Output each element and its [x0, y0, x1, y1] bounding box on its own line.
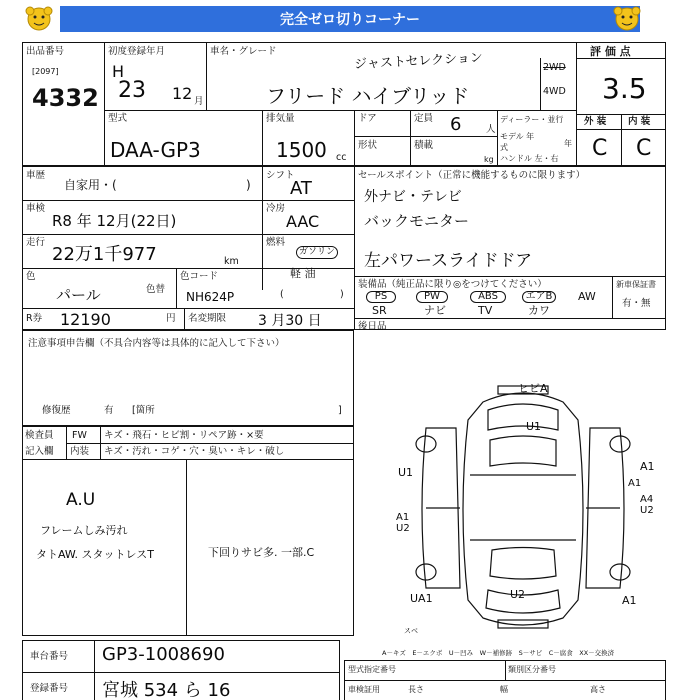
history-close: ) [246, 178, 251, 192]
drive-2wd: 2WD [543, 62, 566, 73]
color-swap-label: 色替 [146, 284, 166, 295]
color-label: 色 [26, 271, 36, 282]
equip-ps: PS [366, 291, 396, 303]
recycle-label: R券 [26, 313, 43, 324]
recycle: 12190 [60, 310, 111, 329]
mark-a1-u2-left: A1 U2 [396, 512, 410, 534]
reg-year: 23 [118, 78, 146, 103]
sales-point-1: 外ナビ・テレビ [364, 189, 462, 205]
note-2: フレームしみ汚れ [40, 524, 128, 537]
car-name: フリード ハイブリッド [266, 84, 470, 108]
fuel-diesel: 軽 油 [290, 267, 316, 280]
ac-label: 冷房 [266, 203, 286, 214]
cc-unit: cc [336, 152, 347, 163]
model: DAA-GP3 [110, 138, 201, 162]
drive-4wd: 4WD [543, 86, 566, 97]
sales-point-2: バックモニター [364, 212, 470, 230]
sales-label: セールスポイント（正常に機能するものに限ります） [358, 170, 586, 181]
displacement-label: 排気量 [266, 113, 295, 124]
mark-a1-right-top: A1 [640, 460, 655, 473]
repair-value: 有 [104, 405, 114, 416]
repair-spot: [箇所 [132, 405, 155, 416]
fuel-label: 燃料 [266, 237, 286, 248]
dealer-label: ディーラー・並行 [500, 115, 564, 124]
load-label: 積載 [414, 140, 434, 151]
equip-leather: カワ [528, 304, 550, 317]
equip-tv: TV [478, 304, 493, 317]
fuel-paren-close: ) [340, 289, 344, 300]
reg-month: 12 [172, 84, 193, 103]
color: パール [56, 286, 101, 304]
mark-a1-right: A1 [628, 478, 642, 489]
car-label: 車名・グレード [210, 46, 277, 57]
class-label: 類別区分番号 [508, 665, 556, 674]
shift-label: シフト [266, 170, 295, 181]
equip-sr: SR [372, 304, 387, 317]
mileage: 22万1千977 [52, 244, 157, 265]
capacity: 6 [450, 114, 462, 135]
inspector-label: 検査員 [25, 430, 54, 441]
color-code: NH624P [186, 290, 235, 304]
row1-items: キズ・飛石・ヒビ割・リペア跡・×要 [104, 430, 264, 441]
mark-u1-left: U1 [398, 466, 414, 479]
damage-legend: A－キズ E－エクボ U－凹み W－補修跡 S－サビ C－腐食 XX－交換済 [382, 649, 615, 657]
shape-label: 形状 [358, 140, 378, 151]
grade: ジャストセレクション [353, 50, 484, 73]
inspection: R8 年 12月(22日) [52, 212, 177, 230]
month-unit: 月 [194, 96, 204, 107]
displacement: 1500 [276, 138, 327, 162]
km-unit: km [224, 256, 239, 267]
mark-a4-u2: A4 U2 [640, 494, 654, 516]
cert-label: 車検証用 [348, 685, 380, 694]
equip-navi: ナビ [424, 304, 446, 317]
note-1: A.U [66, 490, 96, 510]
entry-label: 記入欄 [25, 446, 54, 457]
length-label: 長さ [408, 685, 424, 694]
exterior-label: 外 装 [584, 116, 607, 127]
kg-unit: kg [484, 155, 494, 164]
mark-u2-rear: U2 [510, 588, 526, 601]
ac: AAC [286, 212, 320, 231]
reg-label: 登録番号 [30, 683, 69, 694]
mileage-label: 走行 [26, 237, 46, 248]
history: 自家用・( [64, 178, 117, 192]
handle-label: ハンドル 左・右 [500, 154, 559, 163]
model-label: 型式 [108, 113, 128, 124]
width-label: 幅 [500, 685, 508, 694]
lot-label: 出品番号 [26, 46, 65, 57]
mascot-left-icon [24, 4, 54, 34]
header-title: 完全ゼロ切りコーナー [280, 12, 420, 28]
era: H [112, 62, 125, 81]
mascot-right-icon [612, 4, 642, 34]
warranty-value: 有・無 [622, 298, 651, 309]
caution-label: 注意事項申告欄（不具合内容等は具体的に記入して下さい） [28, 338, 285, 349]
row2-items: キズ・汚れ・コゲ・穴・臭い・キレ・破し [104, 446, 285, 457]
form-label: 型式指定番号 [348, 665, 396, 674]
equip-airbag: エアB [522, 291, 556, 303]
model-year-label: モデル 年式 [500, 132, 535, 152]
door-label: ドア [358, 113, 377, 124]
mark-a1-right-bottom: A1 [622, 594, 637, 607]
equip-aw: AW [578, 290, 596, 303]
capacity-label: 定員 [414, 113, 434, 124]
history-label: 車歴 [26, 170, 46, 181]
equip-abs: ABS [470, 291, 506, 303]
mark-u1-hood: U1 [526, 420, 542, 433]
inspection-label: 車検 [26, 203, 46, 214]
chassis-label: 車台番号 [30, 651, 69, 662]
rear-seat-label: 後日品 [358, 321, 387, 332]
color-code-label: 色コード [180, 271, 219, 282]
row1-tag: FW [72, 430, 87, 441]
note-4: 下回りサビ多. 一部.C [208, 546, 315, 559]
mark-ua1: UA1 [410, 592, 433, 605]
score: 3.5 [602, 72, 647, 105]
sales-point-3: 左パワースライドドア [364, 251, 533, 271]
equip-pw: PW [416, 291, 448, 303]
height-label: 高さ [590, 685, 606, 694]
warranty-label: 新車保証書 [616, 280, 656, 289]
fuel-paren: ( [280, 289, 284, 300]
first-reg-label: 初度登録年月 [108, 46, 166, 57]
tax-deadline: 3 月30 日 [258, 313, 322, 329]
person-unit: 人 [486, 124, 496, 135]
interior-grade: C [636, 136, 652, 161]
mark-bumper: スベ [404, 627, 418, 635]
fuel-gas: ガソリン [296, 246, 338, 259]
yen-unit: 円 [166, 313, 176, 324]
lot-number: 4332 [32, 84, 99, 112]
lot-small: [2097] [32, 67, 59, 76]
equipment-label: 装備品（純正品に限り◎をつけてください） [358, 279, 547, 290]
tax-label: 名変期限 [188, 313, 227, 324]
row2-tag: 内装 [70, 446, 90, 457]
repair-close: ] [338, 405, 342, 416]
interior-label: 内 装 [628, 116, 651, 127]
note-3: タトAW. スタットレスT [36, 548, 154, 561]
year-unit: 年 [564, 139, 572, 148]
shift: AT [290, 178, 312, 199]
chassis: GP3-1008690 [102, 644, 225, 665]
mark-front: ヒビA [518, 382, 548, 395]
exterior-grade: C [592, 136, 608, 161]
reg: 宮城 534 ら 16 [102, 680, 231, 700]
score-label: 評 価 点 [590, 45, 631, 58]
repair-label: 修復歴 [42, 405, 71, 416]
